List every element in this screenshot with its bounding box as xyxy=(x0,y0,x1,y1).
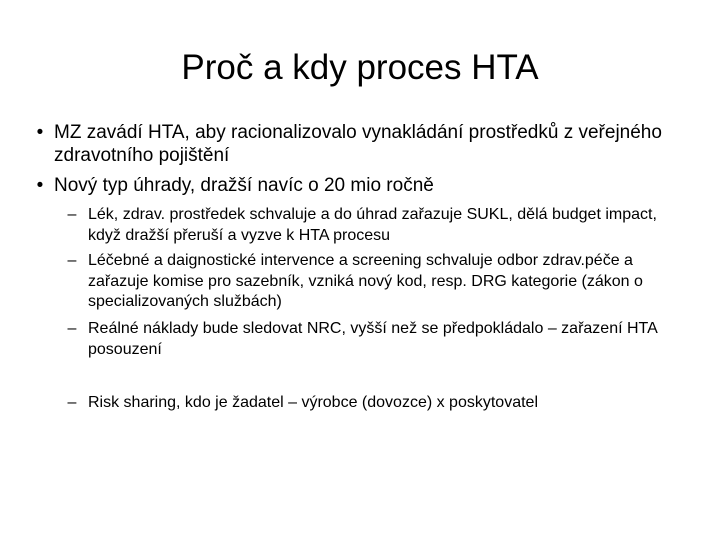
sub-bullet-item xyxy=(67,393,688,414)
dash-icon: – xyxy=(67,206,77,223)
bullet-item xyxy=(36,174,694,197)
bullet-icon: • xyxy=(36,122,44,143)
bullet-text: MZ zavádí HTA, aby racionalizovalo vynakládání prostředků z veřejného zdravotního pojištění xyxy=(54,122,662,166)
slide-title: Proč a kdy proces HTA xyxy=(181,48,539,87)
sub-bullet-item xyxy=(67,251,688,313)
sub-bullet-text: Léčebné a daignostické intervence a screening schvaluje odbor zdrav.péče a zařazuje komise pro sazebník, vzniká nový kod, resp. DRG kategorie (zákon o specializovaných službách) xyxy=(88,252,643,310)
dash-icon: – xyxy=(67,252,77,269)
sub-bullet-text: Lék, zdrav. prostředek schvaluje a do úhrad zařazuje SUKL, dělá budget impact, když dražší přeruší a vyzve k HTA procesu xyxy=(88,206,657,244)
dash-icon: – xyxy=(67,320,77,337)
sub-bullet-item xyxy=(67,205,688,246)
sub-bullet-text: Reálné náklady bude sledovat NRC, vyšší než se předpokládalo – zařazení HTA posouzení xyxy=(88,320,657,358)
sub-bullet-text: Risk sharing, kdo je žadatel – výrobce (dovozce) x poskytovatel xyxy=(88,394,538,411)
dash-icon: – xyxy=(67,394,77,411)
bullet-text: Nový typ úhrady, dražší navíc o 20 mio ročně xyxy=(54,175,434,196)
bullet-icon: • xyxy=(36,175,44,196)
bullet-item xyxy=(36,121,694,167)
sub-bullet-item xyxy=(67,319,688,360)
